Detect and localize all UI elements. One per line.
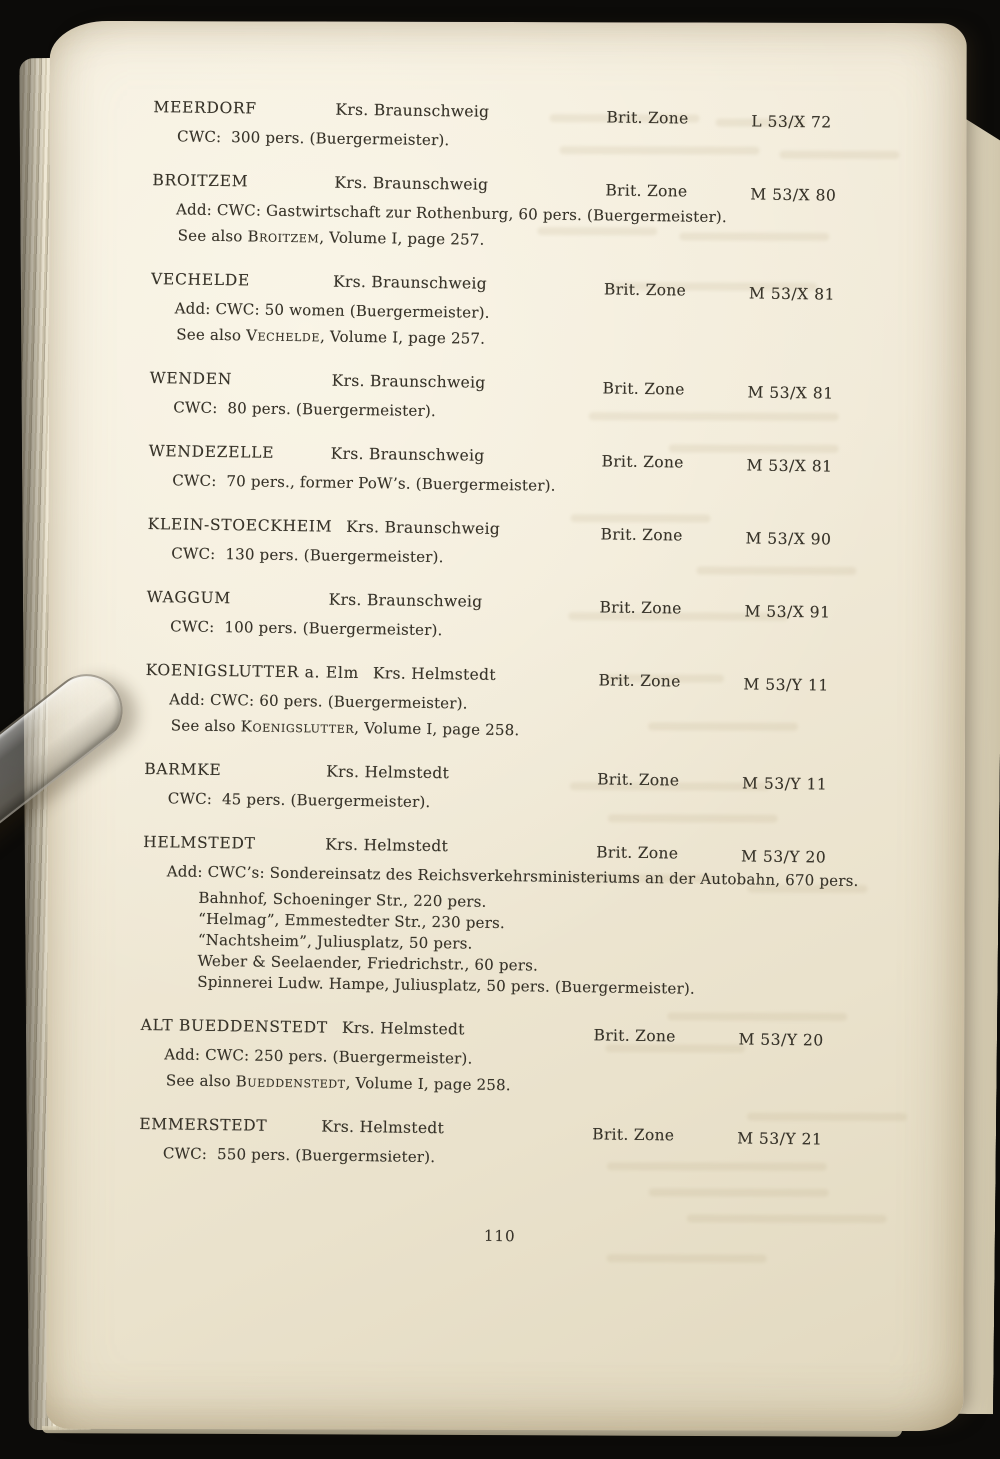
entry-name: KLEIN-STOECKHEIM (147, 515, 333, 536)
entry-map-ref: M 53/X 90 (745, 529, 832, 549)
entry-header (148, 441, 909, 476)
entry-header (145, 660, 906, 695)
entry-district: Krs. Braunschweig (332, 272, 488, 293)
see-also-ref: Vechelde (246, 326, 321, 346)
entry-name: WENDEN (149, 369, 233, 389)
entry-map-ref: M 53/X 91 (744, 602, 831, 622)
entry-zone: Brit. Zone (606, 108, 689, 128)
entry-zone: Brit. Zone (601, 452, 684, 472)
see-also-suffix: , Volume I, page 258. (345, 1073, 511, 1095)
entry-zone: Brit. Zone (600, 525, 683, 545)
entry-detail-line: Add: CWC: 60 pers. (Buergermeister). (169, 690, 468, 713)
entry-detail-line: CWC: 45 pers. (Buergermeister). (167, 789, 431, 812)
entry-name: BROITZEM (152, 171, 249, 191)
see-also-line (140, 1070, 900, 1101)
entry-map-ref: M 53/Y 20 (738, 1030, 824, 1050)
entry-map-ref: M 53/Y 11 (741, 774, 828, 794)
entry-header (153, 97, 913, 132)
entry-zone: Brit. Zone (603, 280, 687, 300)
entry-name: EMMERSTEDT (139, 1114, 268, 1135)
directory-entry (141, 832, 903, 1002)
entry-map-ref: M 53/X 81 (747, 383, 834, 403)
see-also-suffix: , Volume I, page 257. (319, 327, 486, 348)
directory-entry (148, 441, 909, 501)
entry-header (152, 170, 912, 205)
entry-zone: Brit. Zone (598, 671, 681, 691)
directory-entry (153, 97, 914, 157)
entry-detail-line: CWC: 80 pers. (Buergermeister). (173, 398, 437, 421)
see-also-line (150, 324, 910, 355)
entry-zone: Brit. Zone (593, 1026, 676, 1046)
see-also-ref: Koenigslutter (240, 717, 355, 737)
see-also-prefix: See also (177, 226, 248, 246)
entry-district: Krs. Braunschweig (328, 590, 483, 611)
entry-name: BARMKE (144, 760, 222, 780)
entry-sub-line: Bahnhof, Schoeninger Str., 220 pers. (198, 888, 487, 911)
entry-map-ref: M 53/Y 20 (740, 847, 827, 867)
entry-detail-line: CWC: 550 pers. (Buergermsieter). (162, 1144, 436, 1167)
entry-header (150, 269, 911, 304)
entry-name: VECHELDE (150, 270, 251, 290)
directory-entry (146, 587, 907, 647)
see-also-line (152, 225, 912, 256)
entries (139, 97, 914, 1174)
entry-name: HELMSTEDT (143, 833, 256, 853)
entry-district: Krs. Helmstedt (325, 835, 449, 856)
directory-entry (150, 269, 911, 355)
directory-entry (139, 1114, 900, 1174)
entry-district: Krs. Helmstedt (372, 664, 496, 684)
entry-header (143, 832, 903, 867)
entry-name: WENDEZELLE (148, 442, 275, 462)
entry-district: Krs. Helmstedt (326, 762, 450, 783)
entry-zone: Brit. Zone (596, 843, 679, 863)
entry-zone: Brit. Zone (597, 770, 680, 790)
see-also-prefix: See also (165, 1071, 236, 1091)
see-also-suffix: , Volume I, page 258. (354, 718, 520, 740)
bleed-through-mark (607, 1254, 767, 1262)
see-also-prefix: See also (176, 325, 247, 345)
entry-zone: Brit. Zone (602, 379, 685, 399)
entry-header (140, 1015, 901, 1050)
entry-detail-line: CWC: 100 pers. (Buergermeister). (170, 617, 443, 640)
directory-text-block (138, 97, 914, 1251)
see-also-prefix: See also (170, 716, 241, 736)
entry-district: Krs. Braunschweig (331, 371, 486, 392)
entry-map-ref: L 53/X 72 (751, 112, 832, 132)
entry-district: Krs. Helmstedt (341, 1018, 465, 1039)
entry-district: Krs. Braunschweig (346, 517, 501, 538)
page-number: 110 (483, 1226, 516, 1246)
entry-detail-line: CWC: 70 pers., former PoW’s. (Buergermeister). (172, 471, 556, 495)
see-also-suffix: , Volume I, page 257. (319, 228, 485, 249)
entry-zone: Brit. Zone (605, 181, 688, 201)
entry-name: KOENIGSLUTTER a. Elm (145, 661, 360, 682)
entry-detail-line: CWC: 300 pers. (Buergermeister). (176, 127, 450, 150)
entry-map-ref: M 53/X 81 (748, 284, 836, 304)
directory-entry (147, 514, 908, 574)
see-also-ref: Bueddenstedt (235, 1072, 346, 1092)
entry-header (144, 759, 904, 794)
entry-detail-line: CWC: 130 pers. (Buergermeister). (171, 544, 444, 567)
entry-map-ref: M 53/Y 21 (737, 1129, 823, 1149)
entry-name: WAGGUM (146, 588, 232, 608)
entry-header (147, 514, 908, 549)
entry-detail-line: Add: CWC: 50 women (Buergermeister). (174, 299, 490, 322)
entry-map-ref: M 53/X 81 (746, 456, 833, 476)
see-also-ref: Broitzem (247, 227, 320, 247)
entry-district: Krs. Helmstedt (321, 1117, 445, 1138)
entry-district: Krs. Braunschweig (334, 173, 489, 194)
entry-zone: Brit. Zone (592, 1125, 675, 1145)
entry-name: MEERDORF (153, 98, 257, 118)
entry-name: ALT BUEDDENSTEDT (140, 1015, 329, 1037)
directory-entry (140, 1015, 901, 1101)
entry-sub-line: “Helmag”, Emmestedter Str., 230 pers. (198, 909, 506, 933)
entry-sub-line: Spinnerei Ludw. Hampe, Juliusplatz, 50 pers. (Buergermeister). (197, 972, 696, 998)
entry-map-ref: M 53/X 80 (750, 185, 837, 205)
entry-detail-line: Add: CWC’s: Sondereinsatz des Reichsverkehrsministeriums an der Autobahn, 670 pers. (166, 862, 859, 890)
directory-entry (144, 759, 905, 819)
entry-header (139, 1114, 899, 1149)
book-page (46, 21, 967, 1431)
directory-entry (145, 660, 906, 746)
entry-detail-line: Add: CWC: 250 pers. (Buergermeister). (164, 1045, 473, 1068)
see-also-line (145, 715, 905, 746)
entry-zone: Brit. Zone (599, 598, 682, 618)
entry-district: Krs. Braunschweig (330, 444, 485, 465)
entry-header (146, 587, 907, 622)
entry-sub-line: “Nachtsheim”, Juliusplatz, 50 pers. (197, 930, 473, 953)
entry-header (149, 368, 910, 403)
entry-sub-line: Weber & Seelaender, Friedrichstr., 60 pers. (197, 951, 539, 975)
entry-map-ref: M 53/Y 11 (743, 675, 829, 695)
entry-detail-line: Add: CWC: Gastwirtschaft zur Rothenburg, 60 pers. (Buergermeister). (175, 200, 728, 227)
directory-entry (152, 170, 913, 256)
directory-entry (149, 368, 910, 428)
entry-district: Krs. Braunschweig (335, 100, 490, 121)
